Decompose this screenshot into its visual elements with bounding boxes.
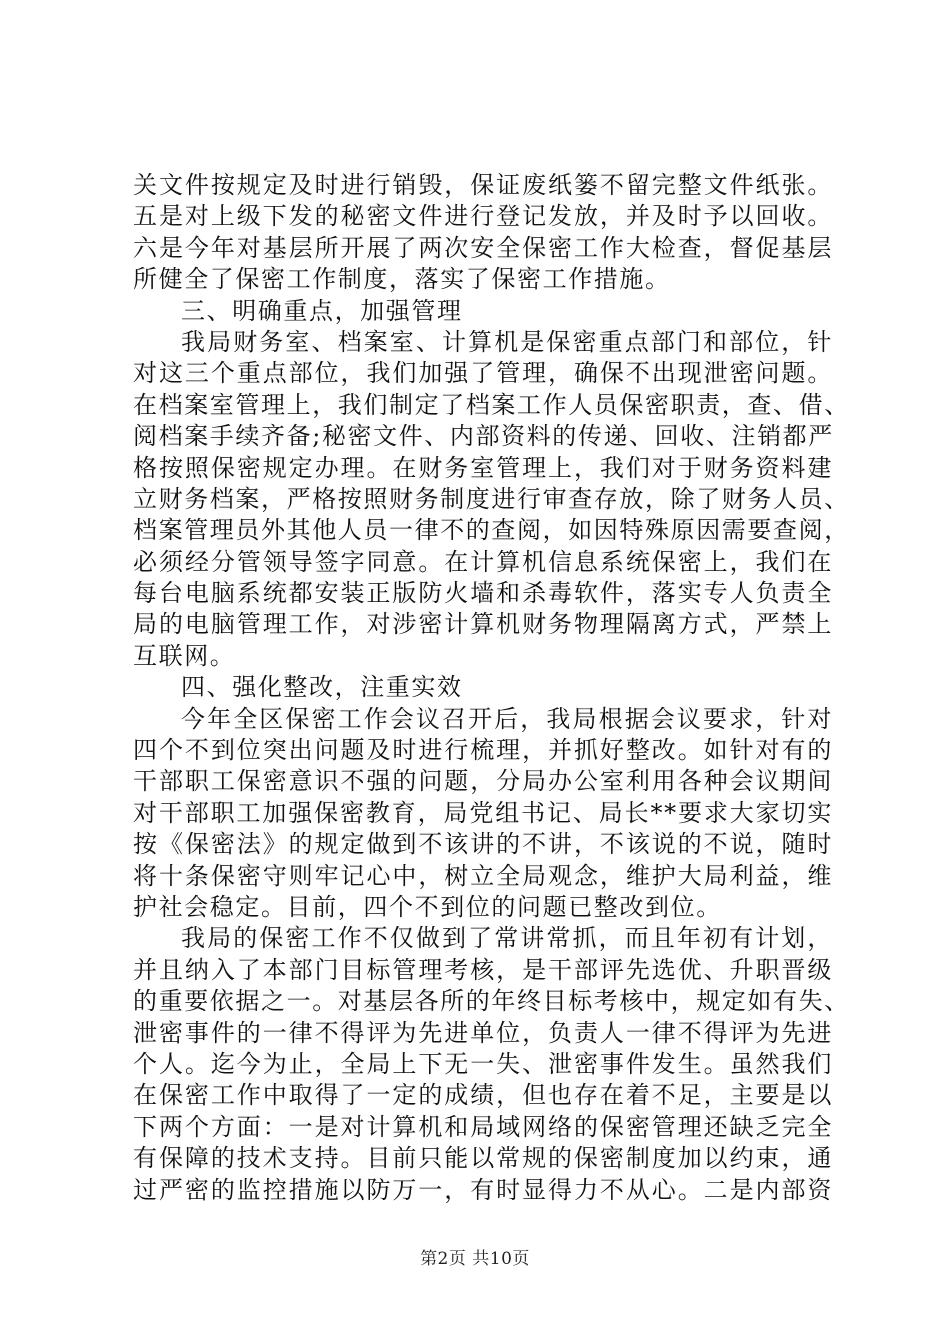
section-heading: 四、强化整改，注重实效 bbox=[181, 673, 463, 702]
text-line: 我局的保密工作不仅做到了常讲常抓，而且年初有计划， bbox=[181, 924, 833, 953]
text-line: 下两个方面：一是对计算机和局域网络的保密管理还缺乏完全 bbox=[133, 1112, 833, 1141]
text-line: 必须经分管领导签字同意。在计算机信息系统保密上，我们在 bbox=[133, 547, 833, 576]
text-line: 个人。迄今为止，全局上下无一失、泄密事件发生。虽然我们 bbox=[133, 1049, 833, 1078]
text-line: 对干部职工加强保密教育，局党组书记、局长**要求大家切实 bbox=[133, 798, 833, 827]
text-line: 关文件按规定及时进行销毁，保证废纸篓不留完整文件纸张。 bbox=[133, 171, 833, 199]
text-line: 的重要依据之一。对基层各所的年终目标考核中，规定如有失、 bbox=[133, 987, 850, 1016]
text-line: 互联网。 bbox=[133, 641, 236, 670]
document-body bbox=[133, 170, 850, 1206]
text-line: 对这三个重点部位，我们加强了管理，确保不出现泄密问题。 bbox=[133, 359, 833, 388]
text-line: 所健全了保密工作制度，落实了保密工作措施。 bbox=[133, 265, 671, 294]
text-line: 将十条保密守则牢记心中，树立全局观念，维护大局利益，维 bbox=[133, 861, 833, 890]
text-line: 每台电脑系统都安装正版防火墙和杀毒软件，落实专人负责全 bbox=[133, 579, 833, 608]
page-number-label: 第2页 共10页 bbox=[420, 1249, 530, 1269]
text-line: 护社会稳定。目前，四个不到位的问题已整改到位。 bbox=[133, 892, 722, 921]
page-footer bbox=[0, 1244, 950, 1269]
text-line: 档案管理员外其他人员一律不的查阅，如因特殊原因需要查阅， bbox=[133, 516, 850, 545]
text-line: 阅档案手续齐备;秘密文件、内部资料的传递、回收、注销都严 bbox=[133, 422, 834, 451]
text-line: 并且纳入了本部门目标管理考核，是干部评先选优、升职晋级 bbox=[133, 955, 833, 984]
text-line: 过严密的监控措施以防万一，有时显得力不从心。二是内部资 bbox=[133, 1175, 833, 1204]
text-line: 在档案室管理上，我们制定了档案工作人员保密职责，查、借、 bbox=[133, 390, 850, 419]
text-line: 泄密事件的一律不得评为先进单位，负责人一律不得评为先进 bbox=[133, 1018, 833, 1047]
text-line: 在保密工作中取得了一定的成绩，但也存在着不足，主要是以 bbox=[133, 1081, 833, 1110]
text-line: 立财务档案，严格按照财务制度进行审查存放，除了财务人员、 bbox=[133, 484, 850, 513]
section-heading: 三、明确重点，加强管理 bbox=[181, 296, 463, 325]
text-line: 六是今年对基层所开展了两次安全保密工作大检查，督促基层 bbox=[133, 233, 833, 262]
text-line: 五是对上级下发的秘密文件进行登记发放，并及时予以回收。 bbox=[133, 202, 833, 231]
text-line: 干部职工保密意识不强的问题，分局办公室利用各种会议期间 bbox=[133, 767, 833, 796]
text-line: 我局财务室、档案室、计算机是保密重点部门和部位，针 bbox=[181, 327, 833, 356]
text-line: 局的电脑管理工作，对涉密计算机财务物理隔离方式，严禁上 bbox=[133, 610, 833, 639]
text-line: 今年全区保密工作会议召开后，我局根据会议要求，针对 bbox=[181, 704, 833, 733]
text-line: 按《保密法》的规定做到不该讲的不讲，不该说的不说，随时 bbox=[133, 830, 833, 859]
text-line: 有保障的技术支持。目前只能以常规的保密制度加以约束，通 bbox=[133, 1144, 833, 1173]
text-line: 四个不到位突出问题及时进行梳理，并抓好整改。如针对有的 bbox=[133, 736, 833, 765]
text-line: 格按照保密规定办理。在财务室管理上，我们对于财务资料建 bbox=[133, 453, 833, 482]
